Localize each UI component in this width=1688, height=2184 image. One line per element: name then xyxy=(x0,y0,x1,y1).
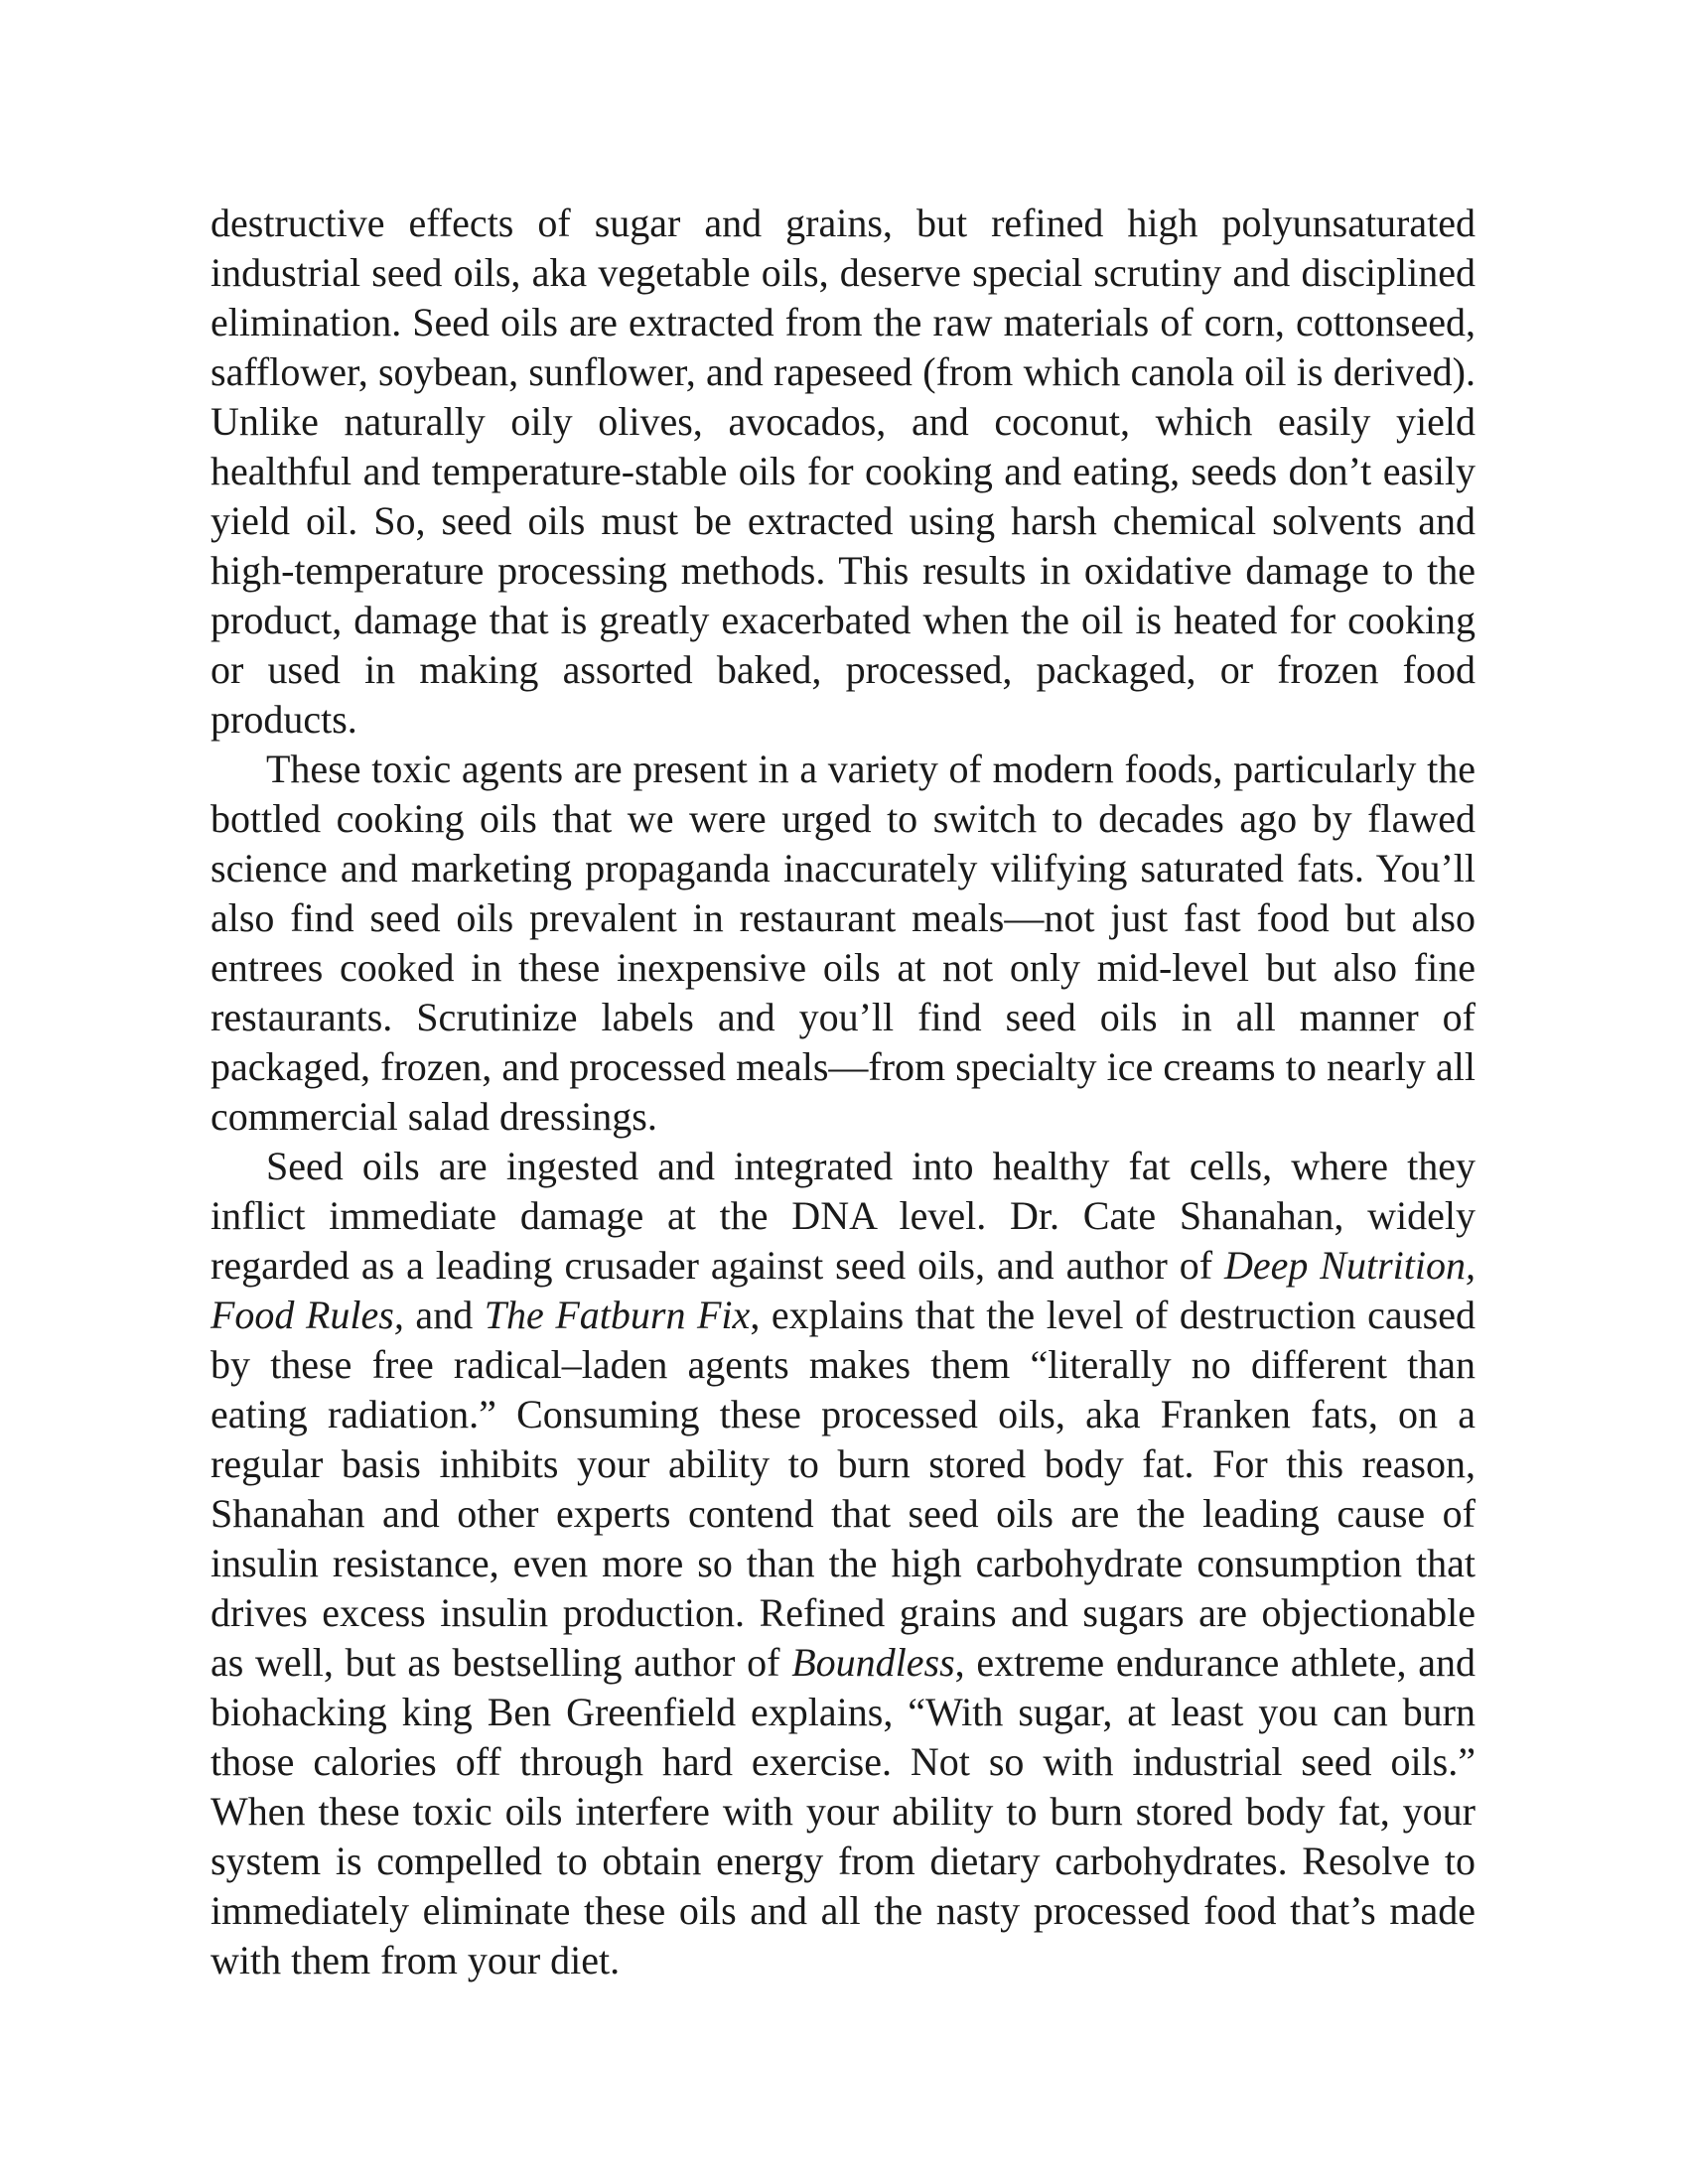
book-title-italic: Deep Nutrition, Food Rules, xyxy=(211,1243,1477,1337)
book-title-italic: Boundless xyxy=(791,1640,955,1685)
text-run: and xyxy=(403,1293,485,1337)
text-run: , explains that the level of destruction caused by these free radical–laden agents makes them “literally no different than eating radiation.” Consuming these processed oils, aka Franken fats, on a regular basis inhibits your ability to burn stored body fat. For this reason, Shanahan and other experts contend that seed oils are the leading cause of insulin resistance, even more so than the high carbohydrate consumption that drives excess insulin production. Refined grains and sugars are objectionable as well, but as bestselling author of xyxy=(211,1293,1477,1685)
text-run: destructive effects of sugar and grains, but refined high polyunsaturated industrial seed oils, aka vegetable oils, deserve special scrutiny and disciplined elimination. Seed oils are extracted from the raw materials of corn, cottonseed, safflower, soybean, sunflower, and rapeseed (from which canola oil is derived). Unlike naturally oily olives, avocados, and coconut, which easily yield healthful and temperature-stable oils for cooking and eating, seeds don’t easily yield oil. So, seed oils must be extracted using harsh chemical solvents and high-temperature processing methods. This results in oxidative damage to the product, damage that is greatly exacerbated when the oil is heated for cooking or used in making assorted baked, processed, packaged, or frozen food products. xyxy=(211,201,1476,742)
paragraph-toxic-agents xyxy=(211,745,1476,1142)
paragraph-seed-oil-damage xyxy=(211,1142,1476,1985)
text-run: , extreme endurance athlete, and biohacking king Ben Greenfield explains, “With sugar, at least you can burn those calories off through hard exercise. Not so with industrial seed oils.” When these toxic oils interfere with your ability to burn stored body fat, your system is compelled to obtain energy from dietary carbohydrates. Resolve to immediately eliminate these oils and all the nasty processed food that’s made with them from your diet. xyxy=(211,1640,1477,1982)
text-run: Seed oils are ingested and integrated into healthy fat cells, where they inflict immediate damage at the DNA level. Dr. Cate Shanahan, widely regarded as a leading crusader against seed oils, and author of xyxy=(211,1144,1476,1288)
text-run: These toxic agents are present in a variety of modern foods, particularly the bottled cooking oils that we were urged to switch to decades ago by flawed science and marketing propaganda inaccurately vilifying saturated fats. You’ll also find seed oils prevalent in restaurant meals—not just fast food but also entrees cooked in these inexpensive oils at not only mid-level but also fine restaurants. Scrutinize labels and you’ll find seed oils in all manner of packaged, frozen, and processed meals—from specialty ice creams to nearly all commercial salad dressings. xyxy=(211,747,1476,1139)
paragraph-seed-oil-extraction xyxy=(211,199,1476,745)
page-body-text xyxy=(211,199,1476,1985)
book-title-italic: The Fatburn Fix xyxy=(484,1293,751,1337)
